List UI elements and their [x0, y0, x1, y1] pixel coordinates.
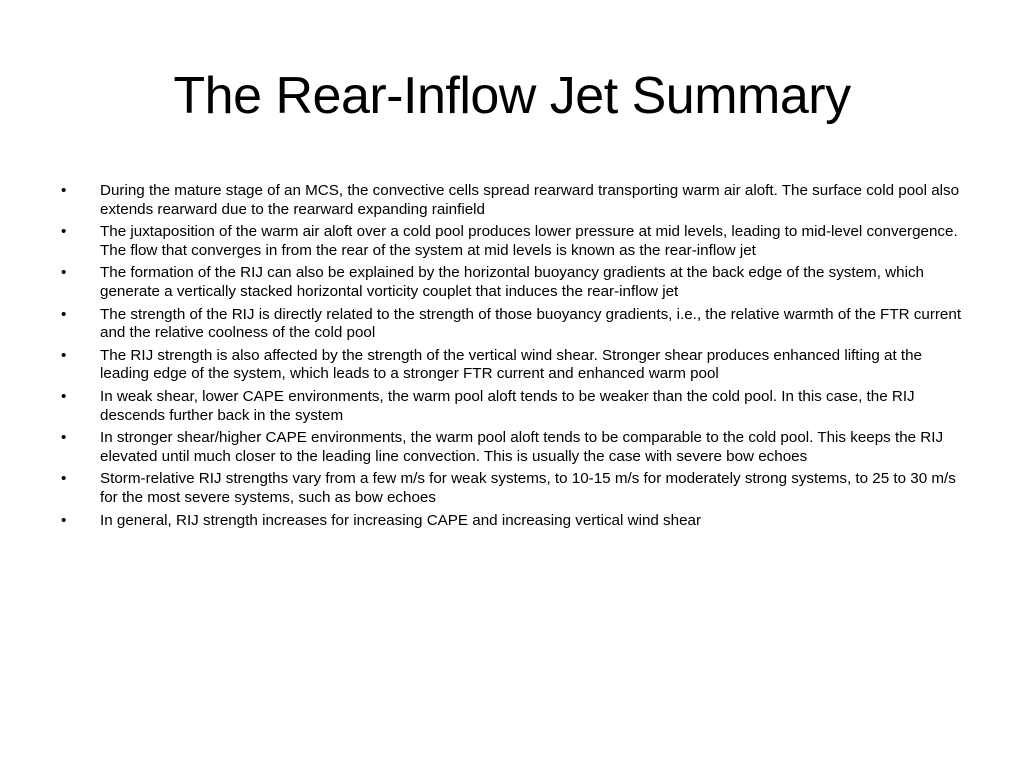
- bullet-text: The formation of the RIJ can also be explained by the horizontal buoyancy gradients at the back edge of the system, which generate a vertically stacked horizontal vorticity couplet that induces the rear-inflow jet: [100, 264, 924, 300]
- bullet-icon: •: [61, 223, 67, 241]
- bullet-item: [60, 470, 965, 507]
- bullet-text: In general, RIJ strength increases for increasing CAPE and increasing vertical wind shear: [100, 511, 702, 529]
- bullet-item: [60, 512, 965, 531]
- bullet-text: Storm-relative RIJ strengths vary from a few m/s for weak systems, to 10-15 m/s for moderately strong systems, to 25 to 30 m/s for the most severe systems, such as bow echoes: [100, 470, 956, 506]
- bullet-item: [60, 388, 965, 425]
- bullet-text: In stronger shear/higher CAPE environments, the warm pool aloft tends to be comparable to the cold pool. This keeps the RIJ elevated until much closer to the leading line convection. This is usually the case with severe bow echoes: [100, 429, 944, 465]
- bullet-text: In weak shear, lower CAPE environments, the warm pool aloft tends to be weaker than the cold pool. In this case, the RIJ descends further back in the system: [100, 387, 915, 424]
- bullet-icon: •: [61, 346, 67, 364]
- bullet-item: [60, 223, 965, 260]
- bullet-item: [60, 264, 965, 301]
- bullet-list: [60, 182, 965, 534]
- bullet-icon: •: [61, 470, 67, 488]
- bullet-text: During the mature stage of an MCS, the convective cells spread rearward transporting warm air aloft. The surface cold pool also extends rearward due to the rearward expanding rainfield: [100, 182, 960, 218]
- bullet-text: The strength of the RIJ is directly related to the strength of those buoyancy gradients, i.e., the relative warmth of the FTR current and the relative coolness of the cold pool: [100, 305, 962, 342]
- bullet-icon: •: [61, 305, 67, 323]
- bullet-icon: •: [61, 429, 67, 447]
- bullet-text: The juxtaposition of the warm air aloft over a cold pool produces lower pressure at mid levels, leading to mid-level convergence. The flow that converges in from the rear of the system at mid levels is known as the rear-inflow jet: [100, 223, 958, 259]
- bullet-item: [60, 182, 965, 219]
- bullet-item: [60, 429, 965, 466]
- bullet-icon: •: [61, 511, 67, 529]
- bullet-item: [60, 347, 965, 384]
- bullet-item: [60, 306, 965, 343]
- bullet-icon: •: [61, 264, 67, 282]
- bullet-icon: •: [61, 182, 67, 199]
- slide-title: The Rear-Inflow Jet Summary: [173, 67, 851, 125]
- bullet-text: The RIJ strength is also affected by the strength of the vertical wind shear. Stronger shear produces enhanced lifting at the leading edge of the system, which leads to a stronger FTR current and enhanced warm pool: [100, 346, 923, 383]
- bullet-icon: •: [61, 387, 67, 405]
